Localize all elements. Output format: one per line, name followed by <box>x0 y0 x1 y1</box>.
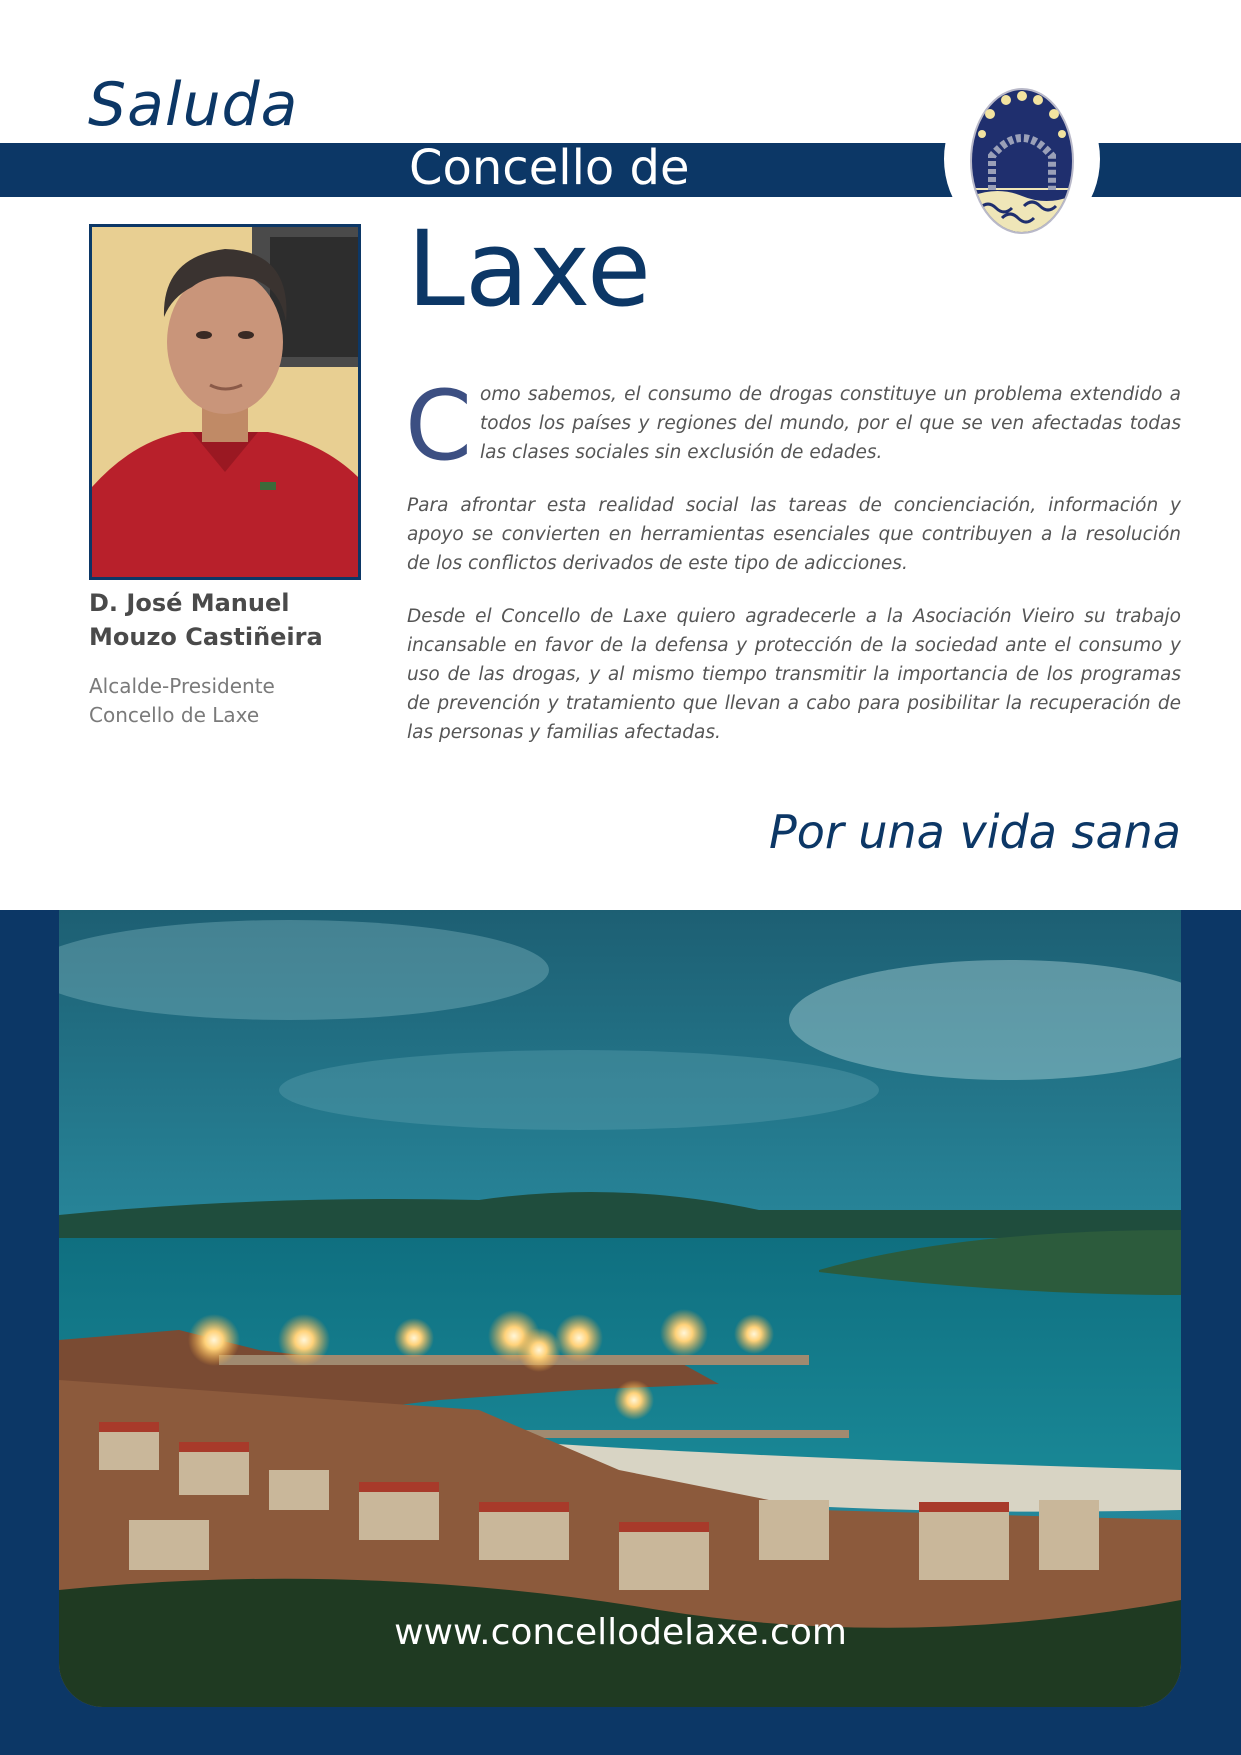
town-name: Laxe <box>407 208 652 330</box>
website-url[interactable]: www.concellodelaxe.com <box>394 1612 847 1653</box>
letter-body <box>405 370 1181 771</box>
mayor-name-line2: Mouzo Castiñeira <box>89 623 323 651</box>
mayor-role-line1: Alcalde-Presidente <box>89 674 275 698</box>
mayor-name <box>89 586 379 654</box>
coat-of-arms-icon <box>968 86 1076 236</box>
mayor-role-line2: Concello de Laxe <box>89 703 260 727</box>
mayor-portrait <box>89 224 361 580</box>
concello-de-label: Concello de <box>409 140 690 196</box>
harbor-photo <box>59 910 1181 1707</box>
paragraph-1 <box>405 370 1181 482</box>
drop-cap: C <box>405 370 473 482</box>
paragraph-2: Para afrontar esta realidad social las tareas de concienciación, información y apoyo se convierten en herramientas esenciales que contribuyen a la resolución de los conflictos derivados de este tipo de adicciones. <box>407 495 1181 574</box>
mayor-name-line1: D. José Manuel <box>89 589 290 617</box>
tagline: Por una vida sana <box>768 805 1181 859</box>
mayor-role <box>89 672 379 730</box>
section-title: Saluda <box>88 70 299 140</box>
paragraph-3: Desde el Concello de Laxe quiero agradecerle a la Asociación Vieiro su trabajo incansable en favor de la defensa y protección de la sociedad ante el consumo y uso de las drogas, y al mismo tiempo transmitir la importancia de los programas de prevención y tratamiento que llevan a cabo para posibilitar la recuperación de las personas y familias afectadas. <box>407 606 1181 743</box>
paragraph-1-text: omo sabemos, el consumo de drogas constituye un problema extendido a todos los países y regiones del mundo, por el que se ven afectadas todas las clases sociales sin exclusión de edades. <box>480 384 1181 463</box>
